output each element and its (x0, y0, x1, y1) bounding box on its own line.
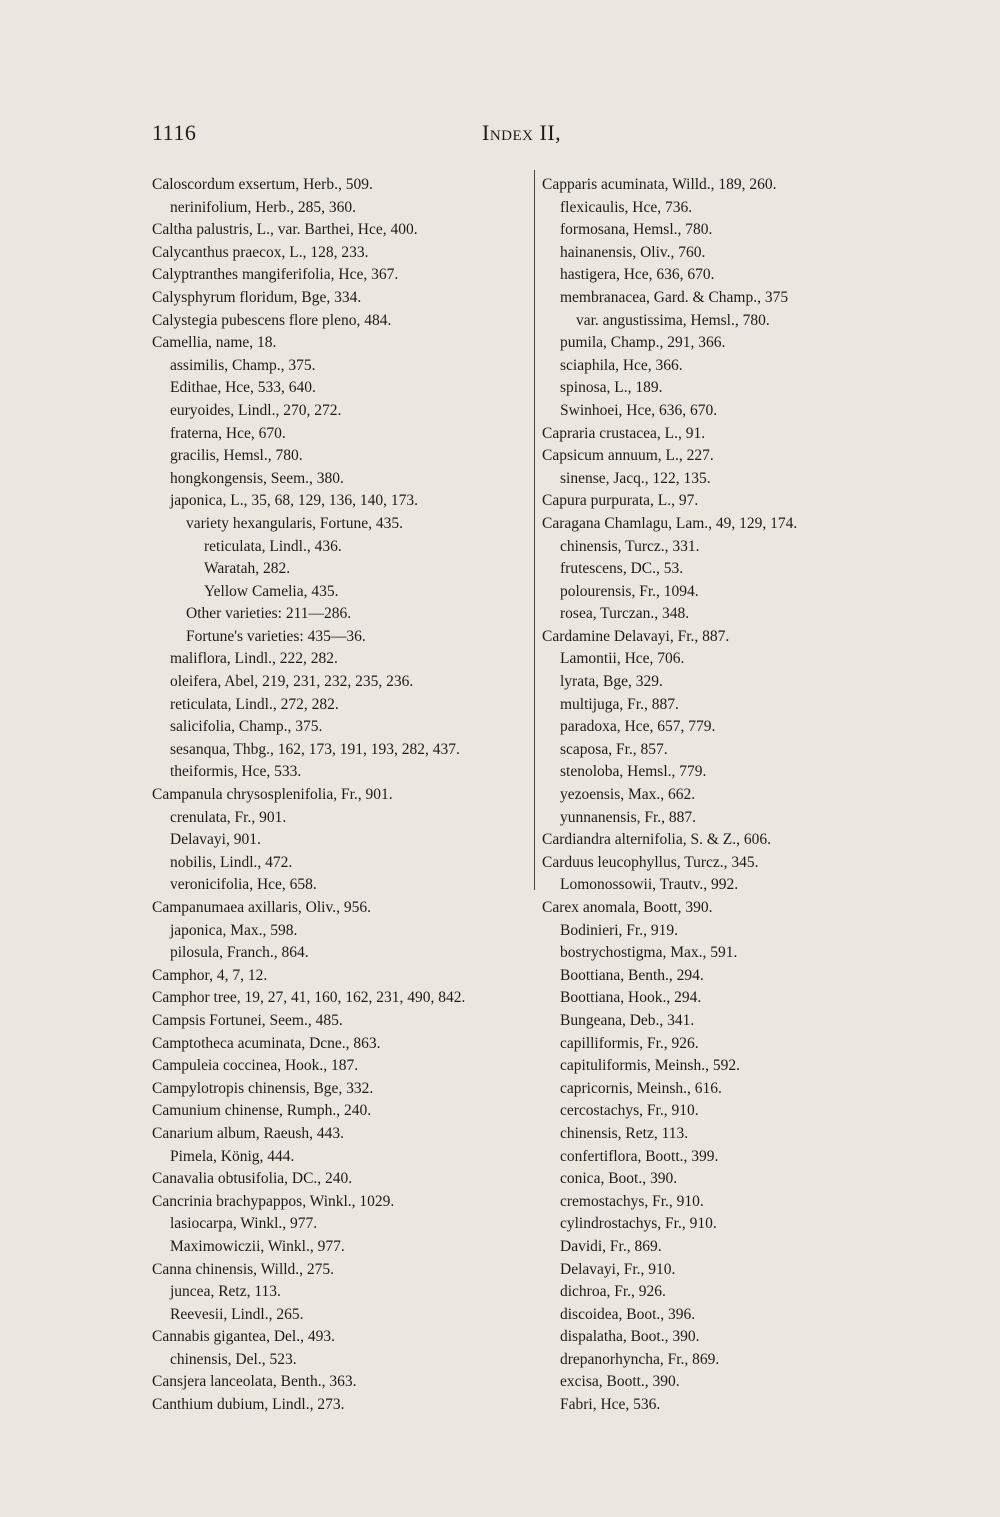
index-entry: excisa, Boott., 390. (560, 1373, 680, 1391)
index-entry: formosana, Hemsl., 780. (560, 221, 713, 239)
index-entry: pumila, Champ., 291, 366. (560, 334, 726, 352)
index-entry: rosea, Turczan., 348. (560, 605, 690, 623)
index-entry: var. angustissima, Hemsl., 780. (576, 311, 770, 329)
index-entry: gracilis, Hemsl., 780. (170, 447, 303, 465)
index-entry: Delavayi, 901. (170, 831, 261, 849)
index-entry: flexicaulis, Hce, 736. (560, 198, 693, 216)
index-entry: sinense, Jacq., 122, 135. (560, 469, 711, 487)
index-entry: Cardiandra alternifolia, S. & Z., 606. (542, 831, 771, 849)
index-entry: euryoides, Lindl., 270, 272. (170, 401, 342, 419)
index-entry: Calysphyrum floridum, Bge, 334. (152, 288, 362, 306)
column-divider (534, 170, 535, 890)
index-entry: Canavalia obtusifolia, DC., 240. (152, 1170, 353, 1188)
index-entry: Cansjera lanceolata, Benth., 363. (152, 1373, 357, 1391)
index-entry: Fortune's varieties: 435—36. (186, 627, 366, 645)
index-entry: dichroa, Fr., 926. (560, 1283, 666, 1301)
index-entry: cylindrostachys, Fr., 910. (560, 1215, 717, 1233)
index-entry: Lomonossowii, Trautv., 992. (560, 876, 739, 894)
index-entry: Lamontii, Hce, 706. (560, 650, 685, 668)
page-number: 1116 (152, 120, 197, 145)
index-entry: theiformis, Hce, 533. (170, 763, 302, 781)
index-entry: Carduus leucophyllus, Turcz., 345. (542, 853, 759, 871)
index-entry: Campsis Fortunei, Seem., 485. (152, 1011, 343, 1029)
index-entry: discoidea, Boot., 396. (560, 1305, 696, 1323)
index-entry: assimilis, Champ., 375. (170, 356, 316, 374)
index-entry: reticulata, Lindl., 436. (204, 537, 342, 555)
index-entry: dispalatha, Boot., 390. (560, 1328, 700, 1346)
index-entry: Delavayi, Fr., 910. (560, 1260, 676, 1278)
index-entry: Waratah, 282. (204, 560, 291, 578)
index-entry: Bungeana, Deb., 341. (560, 1011, 695, 1029)
index-entry: capilliformis, Fr., 926. (560, 1034, 699, 1052)
index-entry: Caragana Chamlagu, Lam., 49, 129, 174. (542, 514, 798, 532)
index-entry: multijuga, Fr., 887. (560, 695, 679, 713)
index-entry: Edithae, Hce, 533, 640. (170, 379, 316, 397)
index-entry: Capsicum annuum, L., 227. (542, 447, 714, 465)
index-entry: capituliformis, Meinsh., 592. (560, 1057, 740, 1075)
index-entry: Reevesii, Lindl., 265. (170, 1305, 304, 1323)
index-entry: Campanula chrysosplenifolia, Fr., 901. (152, 786, 393, 804)
index-entry: japonica, Max., 598. (170, 921, 298, 939)
index-entry: Calycanthus praecox, L., 128, 233. (152, 243, 369, 261)
index-entry: Maximowiczii, Winkl., 977. (170, 1237, 345, 1255)
index-entry: japonica, L., 35, 68, 129, 136, 140, 173. (170, 492, 418, 510)
index-entry: Cannabis gigantea, Del., 493. (152, 1328, 335, 1346)
index-entry: Campanumaea axillaris, Oliv., 956. (152, 899, 371, 916)
index-entry: scaposa, Fr., 857. (560, 740, 668, 758)
index-entry: chinensis, Del., 523. (170, 1350, 297, 1368)
index-entry: membranacea, Gard. & Champ., 375 (560, 288, 789, 306)
index-entry: Fabri, Hce, 536. (560, 1396, 661, 1414)
index-entry: Boottiana, Benth., 294. (560, 966, 704, 984)
index-entry: Yellow Camelia, 435. (204, 582, 339, 600)
index-entry: capricornis, Meinsh., 616. (560, 1079, 722, 1097)
index-entry: Capparis acuminata, Willd., 189, 260. (542, 176, 777, 193)
index-entry: paradoxa, Hce, 657, 779. (560, 718, 716, 736)
index-entry: Canthium dubium, Lindl., 273. (152, 1396, 345, 1414)
index-entry: juncea, Retz, 113. (170, 1283, 281, 1301)
index-entry: variety hexangularis, Fortune, 435. (186, 514, 403, 532)
index-entry: hastigera, Hce, 636, 670. (560, 266, 715, 284)
index-entry: reticulata, Lindl., 272, 282. (170, 695, 339, 713)
index-entry: oleifera, Abel, 219, 231, 232, 235, 236. (170, 673, 414, 691)
index-entry: Cancrinia brachypappos, Winkl., 1029. (152, 1192, 395, 1210)
index-entry: Calyptranthes mangiferifolia, Hce, 367. (152, 266, 399, 284)
index-entry: Caltha palustris, L., var. Barthei, Hce, 400. (152, 221, 418, 239)
index-entry: Camptotheca acuminata, Dcne., 863. (152, 1034, 381, 1052)
index-entry: hongkongensis, Seem., 380. (170, 469, 344, 487)
index-column-left (152, 174, 527, 1417)
index-entry: hainanensis, Oliv., 760. (560, 243, 706, 261)
index-entry: polourensis, Fr., 1094. (560, 582, 699, 600)
index-column-right (542, 174, 862, 1417)
index-entry: Davidi, Fr., 869. (560, 1237, 662, 1255)
index-entry: Pimela, König, 444. (170, 1147, 295, 1165)
index-entry: cercostachys, Fr., 910. (560, 1102, 699, 1120)
index-entry: Campuleia coccinea, Hook., 187. (152, 1057, 359, 1075)
index-entry: fraterna, Hce, 670. (170, 424, 286, 442)
index-entry: Canarium album, Raeush, 443. (152, 1124, 344, 1142)
index-entry: Campylotropis chinensis, Bge, 332. (152, 1079, 374, 1097)
index-entry: Calystegia pubescens flore pleno, 484. (152, 311, 392, 329)
index-entry: Camunium chinense, Rumph., 240. (152, 1102, 372, 1120)
index-entry: Capraria crustacea, L., 91. (542, 424, 706, 442)
running-title: Index II, (482, 120, 562, 145)
index-entry: Other varieties: 211—286. (186, 605, 352, 623)
index-entry: Carex anomala, Boott, 390. (542, 899, 713, 916)
index-entry: nobilis, Lindl., 472. (170, 853, 293, 871)
index-entry: Caloscordum exsertum, Herb., 509. (152, 176, 373, 193)
index-entry: confertiflora, Boott., 399. (560, 1147, 719, 1165)
index-entry: lyrata, Bge, 329. (560, 673, 663, 691)
index-entry: sciaphila, Hce, 366. (560, 356, 683, 374)
index-entry: lasiocarpa, Winkl., 977. (170, 1215, 318, 1233)
index-entry: frutescens, DC., 53. (560, 560, 684, 578)
index-entry: bostrychostigma, Max., 591. (560, 944, 738, 962)
index-entry: maliflora, Lindl., 222, 282. (170, 650, 338, 668)
index-entry: Capura purpurata, L., 97. (542, 492, 699, 510)
index-entry: cremostachys, Fr., 910. (560, 1192, 704, 1210)
index-entry: Boottiana, Hook., 294. (560, 989, 702, 1007)
index-entry: Camphor, 4, 7, 12. (152, 966, 268, 984)
index-entry: conica, Boot., 390. (560, 1170, 678, 1188)
index-entry: nerinifolium, Herb., 285, 360. (170, 198, 356, 216)
index-entry: pilosula, Franch., 864. (170, 944, 309, 962)
index-entry: sesanqua, Thbg., 162, 173, 191, 193, 282, 437. (170, 740, 460, 758)
index-entry: Canna chinensis, Willd., 275. (152, 1260, 335, 1278)
index-entry: Cardamine Delavayi, Fr., 887. (542, 627, 730, 645)
index-entry: Camellia, name, 18. (152, 334, 277, 352)
index-entry: veronicifolia, Hce, 658. (170, 876, 317, 894)
index-entry: Bodinieri, Fr., 919. (560, 921, 678, 939)
index-entry: crenulata, Fr., 901. (170, 808, 287, 826)
page-header (0, 120, 1000, 150)
index-entry: Swinhoei, Hce, 636, 670. (560, 401, 718, 419)
index-entry: salicifolia, Champ., 375. (170, 718, 323, 736)
index-entry: spinosa, L., 189. (560, 379, 663, 397)
index-entry: Camphor tree, 19, 27, 41, 160, 162, 231, 490, 842. (152, 989, 466, 1007)
index-entry: yunnanensis, Fr., 887. (560, 808, 697, 826)
index-entry: chinensis, Retz, 113. (560, 1124, 689, 1142)
index-entry: yezoensis, Max., 662. (560, 786, 696, 804)
index-entry: drepanorhyncha, Fr., 869. (560, 1350, 720, 1368)
index-entry: chinensis, Turcz., 331. (560, 537, 700, 555)
index-entry: stenoloba, Hemsl., 779. (560, 763, 707, 781)
